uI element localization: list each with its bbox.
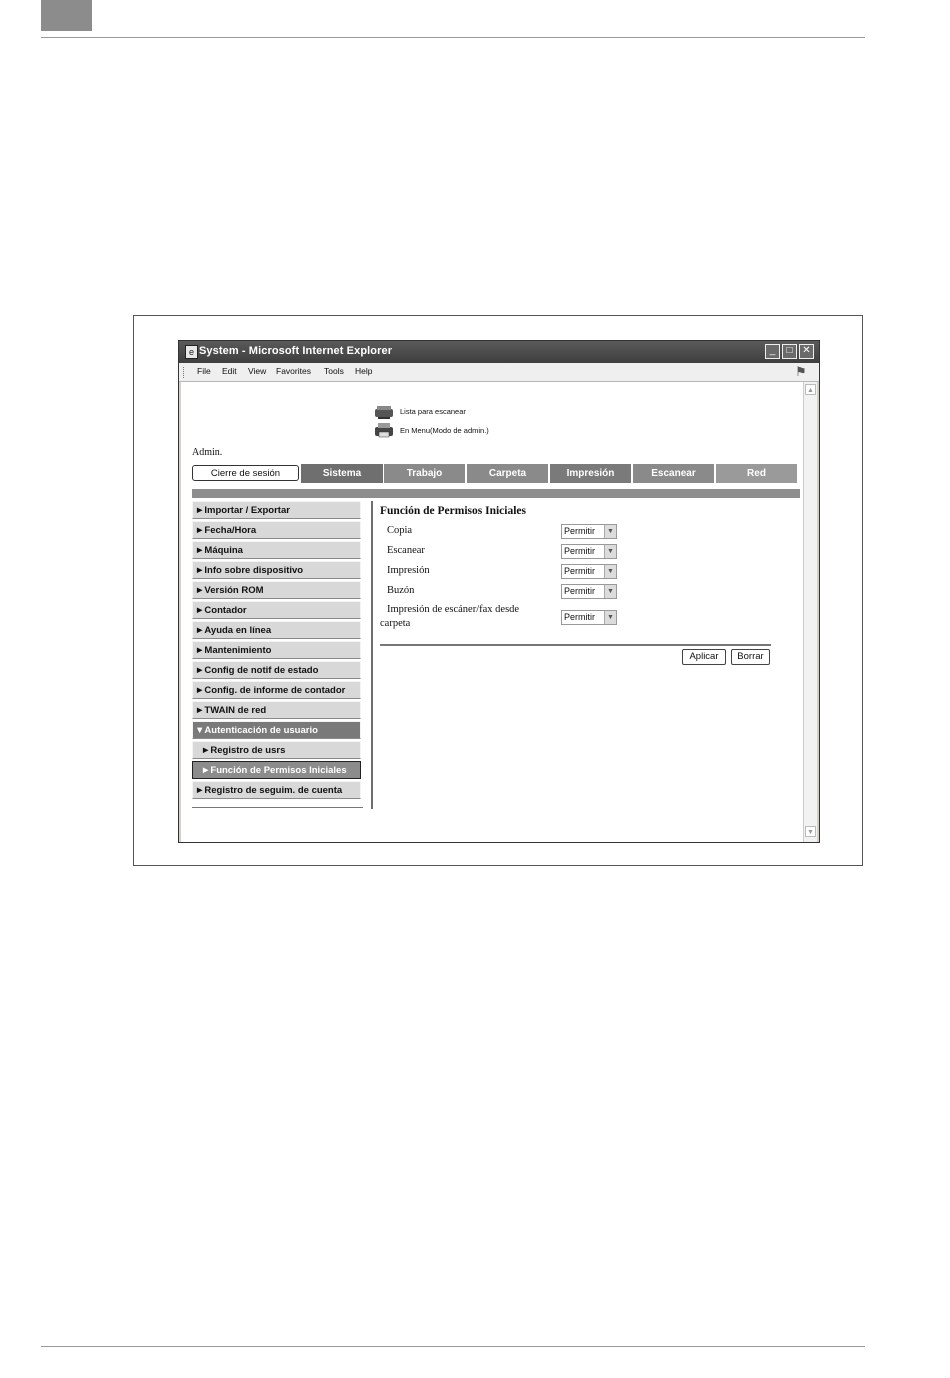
sidebar-item-fecha-hora[interactable]: ►Fecha/Hora bbox=[192, 521, 361, 539]
select-escanear-value: Permitir bbox=[564, 546, 595, 556]
sidebar-item-maquina[interactable]: ►Máquina bbox=[192, 541, 361, 559]
label-copia: Copia bbox=[387, 525, 413, 536]
label-impresion: Impresión bbox=[387, 565, 430, 576]
sidebar-bottom-rule bbox=[192, 807, 363, 808]
menu-favorites[interactable]: Favorites bbox=[276, 366, 311, 376]
sidebar-item-registro-usrs[interactable]: ►Registro de usrs bbox=[192, 741, 361, 759]
header-band bbox=[192, 489, 800, 498]
close-button[interactable]: ✕ bbox=[799, 344, 814, 359]
menu-help[interactable]: Help bbox=[355, 366, 373, 376]
tab-trabajo[interactable]: Trabajo bbox=[384, 464, 466, 483]
select-buzon-value: Permitir bbox=[564, 586, 595, 596]
page-content bbox=[181, 382, 803, 842]
sidebar-item-info-dispositivo[interactable]: ►Info sobre dispositivo bbox=[192, 561, 361, 579]
windows-logo-icon: ⚑ bbox=[795, 364, 807, 379]
sidebar-item-mantenimiento[interactable]: ►Mantenimiento bbox=[192, 641, 361, 659]
status-mode-text: En Menu(Modo de admin.) bbox=[400, 426, 489, 435]
sidebar-item-autenticacion[interactable]: ▼Autenticación de usuario bbox=[192, 721, 361, 739]
title-bar bbox=[179, 341, 819, 363]
vertical-divider bbox=[371, 501, 373, 809]
minimize-button[interactable]: _ bbox=[765, 344, 780, 359]
logout-button[interactable]: Cierre de sesión bbox=[192, 465, 299, 481]
printer-icon bbox=[373, 422, 395, 438]
ie-page-icon: e bbox=[185, 345, 198, 359]
sidebar-item-importar-exportar[interactable]: ►Importar / Exportar bbox=[192, 501, 361, 519]
menu-tools[interactable]: Tools bbox=[324, 366, 344, 376]
label-impresion-carpeta: Impresión de escáner/fax desde carpeta bbox=[380, 604, 520, 629]
sidebar-item-funcion-permisos[interactable]: ►Función de Permisos Iniciales bbox=[192, 761, 361, 779]
toolbar-grip bbox=[183, 367, 186, 378]
vertical-scrollbar[interactable] bbox=[803, 382, 817, 842]
chevron-down-icon[interactable]: ▼ bbox=[604, 565, 616, 578]
admin-label: Admin. bbox=[192, 447, 223, 458]
select-impresion-value: Permitir bbox=[564, 566, 595, 576]
scanner-icon bbox=[373, 404, 395, 420]
chevron-down-icon[interactable]: ▼ bbox=[604, 525, 616, 538]
page-bottom-rule bbox=[41, 1346, 865, 1347]
page-corner-tab bbox=[41, 0, 92, 31]
sidebar-item-config-informe[interactable]: ►Config. de informe de contador bbox=[192, 681, 361, 699]
select-impresion[interactable] bbox=[561, 564, 617, 579]
browser-window bbox=[178, 340, 820, 843]
tab-sistema[interactable]: Sistema bbox=[301, 464, 384, 483]
sidebar-item-config-notif[interactable]: ►Config de notif de estado bbox=[192, 661, 361, 679]
menu-file[interactable]: File bbox=[197, 366, 211, 376]
window-title: System - Microsoft Internet Explorer bbox=[199, 345, 393, 357]
select-copia[interactable] bbox=[561, 524, 617, 539]
select-escanear[interactable] bbox=[561, 544, 617, 559]
select-impresion-carpeta-value: Permitir bbox=[564, 612, 595, 622]
chevron-down-icon[interactable]: ▼ bbox=[604, 585, 616, 598]
sidebar-item-contador[interactable]: ►Contador bbox=[192, 601, 361, 619]
sidebar-item-ayuda[interactable]: ►Ayuda en línea bbox=[192, 621, 361, 639]
sidebar-item-twain[interactable]: ►TWAIN de red bbox=[192, 701, 361, 719]
select-buzon[interactable] bbox=[561, 584, 617, 599]
select-copia-value: Permitir bbox=[564, 526, 595, 536]
label-buzon: Buzón bbox=[387, 585, 415, 596]
page-top-rule bbox=[41, 37, 865, 38]
sidebar-item-version-rom[interactable]: ►Versión ROM bbox=[192, 581, 361, 599]
chevron-down-icon[interactable]: ▼ bbox=[604, 545, 616, 558]
clear-button[interactable]: Borrar bbox=[731, 649, 770, 665]
sidebar-item-registro-seguim[interactable]: ►Registro de seguim. de cuenta bbox=[192, 781, 361, 799]
menu-view[interactable]: View bbox=[248, 366, 267, 376]
form-title: Función de Permisos Iniciales bbox=[380, 505, 526, 517]
tab-escanear[interactable]: Escanear bbox=[633, 464, 715, 483]
tab-red[interactable]: Red bbox=[716, 464, 798, 483]
status-ready-text: Lista para escanear bbox=[400, 407, 466, 416]
tab-carpeta[interactable]: Carpeta bbox=[467, 464, 549, 483]
label-escanear: Escanear bbox=[387, 545, 425, 556]
scroll-up-icon[interactable]: ▲ bbox=[805, 384, 816, 395]
tab-impresion[interactable]: Impresión bbox=[550, 464, 632, 483]
apply-button[interactable]: Aplicar bbox=[682, 649, 726, 665]
maximize-button[interactable]: □ bbox=[782, 344, 797, 359]
form-divider bbox=[380, 644, 771, 646]
chevron-down-icon[interactable]: ▼ bbox=[604, 611, 616, 624]
menu-bar bbox=[179, 363, 819, 382]
scroll-down-icon[interactable]: ▼ bbox=[805, 826, 816, 837]
menu-edit[interactable]: Edit bbox=[222, 366, 237, 376]
select-impresion-carpeta[interactable] bbox=[561, 610, 617, 625]
